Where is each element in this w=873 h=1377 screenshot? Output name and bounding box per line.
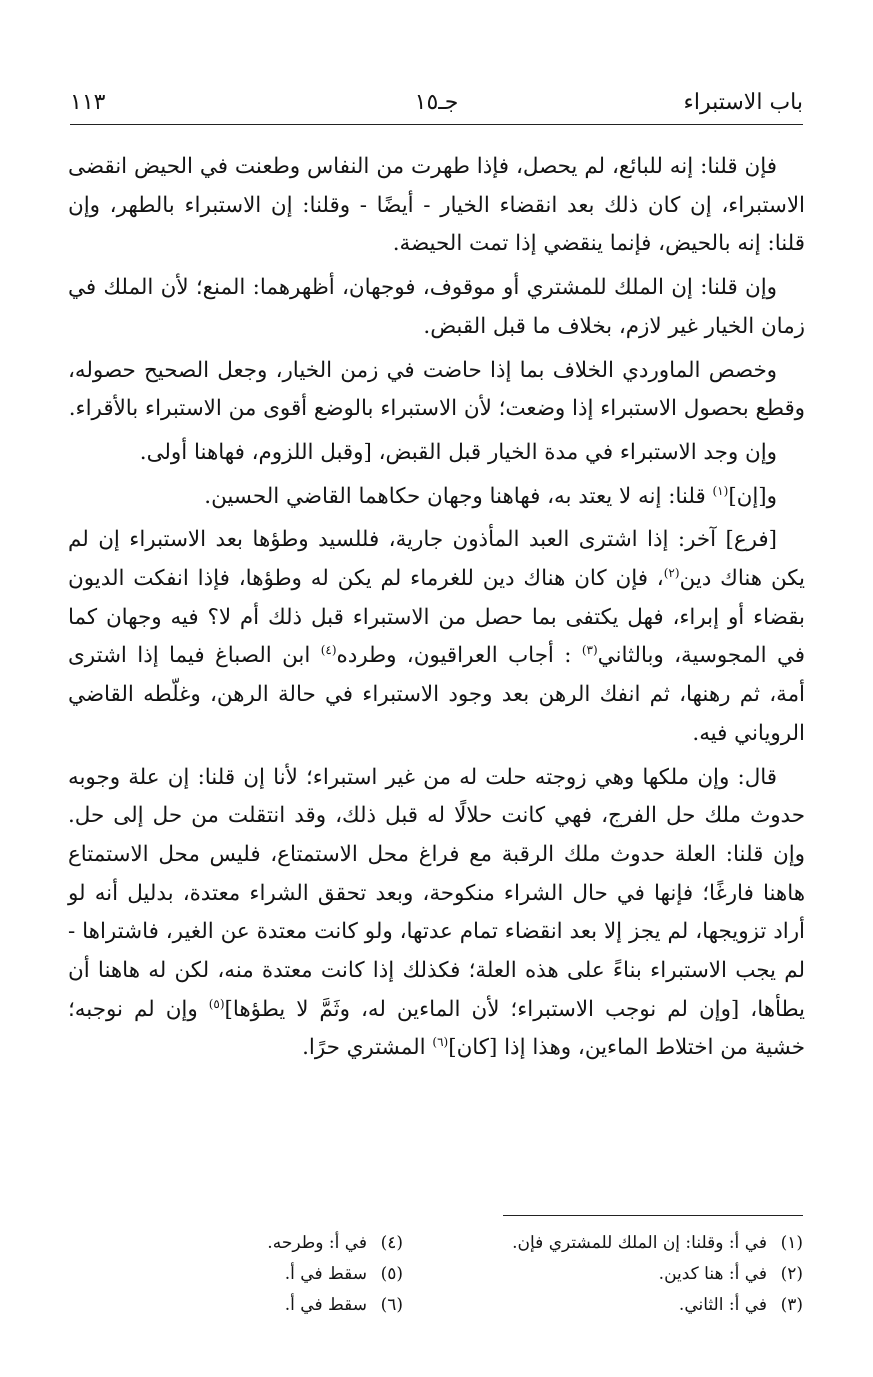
paragraph-text: ابن الصباغ فيما إذا اشترى أمة، ثم رهنها، ثم انفك الرهن بعد وجود الاستبراء في حالة الرهن، وغلّطه القاضي الروياني فيه.	[68, 643, 805, 746]
paragraph	[68, 759, 805, 1069]
paragraph	[68, 478, 805, 517]
main-text	[68, 148, 805, 1073]
footnote-text: سقط في أ.	[284, 1295, 367, 1315]
paragraph-text: قال: وإن ملكها وهي زوجته حلت له من غير استبراء؛ لأنا إن قلنا: إن علة وجوبه حدوث ملك حل الفرج، فهي كانت حلالًا له قبل ذلك، وقد انتقلت من حل إلى حل. وإن قلنا: العلة حدوث ملك الرقبة مع فراغ محل الاستمتاع، فليس محل الاستمتاع هاهنا فارغًا؛ فإنها في حال الشراء منكوحة، وبعد تحقق الشراء معتدة، بدليل أنه لو أراد تزويجها، لم يجز إلا بعد انقضاء تمام عدتها، ولو كانت معتدة عن الغير، فاشتراها - لم يجب الاستبراء بناءً على هذه العلة؛ فكذلك إذا كانت معتدة منه، لكن له هاهنا أن يطأها، [وإن لم نوجب الاستبراء؛ لأن الماءين له، وثَمَّ لا يطؤها]	[68, 764, 806, 1022]
footnote	[443, 1290, 803, 1321]
paragraph-text: قلنا: إنه لا يعتد به، فهاهنا وجهان حكاهما القاضي الحسين.	[204, 483, 713, 509]
footnote-ref: (٤)	[320, 643, 337, 658]
footnote-divider	[503, 1215, 803, 1216]
footnote-number: (٢)	[780, 1264, 803, 1284]
footnote-text: في أ: وقلنا: إن الملك للمشتري فإن.	[512, 1233, 767, 1253]
footnote-text: في أ: الثاني.	[678, 1295, 767, 1315]
page-number: ١١٣	[70, 90, 106, 115]
volume-label: جـ١٥	[414, 90, 459, 115]
paragraph-text: وإن لم نوجبه؛ خشية من اختلاط الماءين، وهذا إذا [كان]	[68, 996, 805, 1061]
footnotes	[70, 1228, 803, 1338]
footnote-number: (٥)	[380, 1264, 403, 1284]
footnote	[43, 1290, 403, 1321]
footnote	[443, 1259, 803, 1290]
running-header	[70, 84, 803, 125]
footnote-number: (٤)	[380, 1233, 403, 1253]
footnote-ref: (٦)	[432, 1035, 449, 1050]
footnote-text: في أ: هنا كدين.	[658, 1264, 767, 1284]
footnote-text: سقط في أ.	[284, 1264, 367, 1284]
footnote	[443, 1228, 803, 1259]
footnote-text: في أ: وطرحه.	[267, 1233, 367, 1253]
footnote	[43, 1259, 403, 1290]
footnote	[43, 1228, 403, 1259]
paragraph: وإن وجد الاستبراء في مدة الخيار قبل القبض، [وقبل اللزوم، فهاهنا أولى.	[139, 439, 777, 465]
footnote-column-right	[443, 1228, 803, 1321]
footnote-number: (٦)	[380, 1295, 403, 1315]
footnote-ref: (٣)	[581, 643, 598, 658]
footnote-ref: (١)	[712, 483, 729, 498]
chapter-title: باب الاستبراء	[683, 90, 803, 115]
paragraph-text: و[إن]	[728, 483, 777, 509]
footnote-number: (١)	[780, 1233, 803, 1253]
paragraph: وإن قلنا: إن الملك للمشتري أو موقوف، فوجهان، أظهرهما: المنع؛ لأن الملك في زمان الخيار غير لازم، بخلاف ما قبل القبض.	[68, 275, 805, 339]
paragraph	[68, 521, 805, 753]
footnote-ref: (٥)	[208, 996, 225, 1011]
paragraph-text: : أجاب العراقيون، وطرده	[336, 643, 582, 669]
footnote-column-left	[43, 1228, 403, 1321]
paragraph-text: ، فإن كان هناك دين للغرماء لم يكن له وطؤها، فإذا انفكت الديون بقضاء أو إبراء، فهل يكتفى بما حصل من الاستبراء قبل ذلك أم لا؟ فيه وجهان كما في المجوسية، وبالثاني	[68, 566, 806, 669]
paragraph: وخصص الماوردي الخلاف بما إذا حاضت في زمن الخيار، وجعل الصحيح حصوله، وقطع بحصول الاستبراء إذا وضعت؛ لأن الاستبراء بالوضع أقوى من الاستبراء بالأقراء.	[68, 357, 805, 422]
paragraph-text: المشتري حرًا.	[302, 1035, 433, 1061]
footnote-ref: (٢)	[663, 565, 680, 580]
paragraph-text: [فرع] آخر: إذا اشترى العبد المأذون جارية، فللسيد وطؤها بعد الاستبراء إن لم يكن هناك دين	[68, 527, 805, 592]
paragraph: فإن قلنا: إنه للبائع، لم يحصل، فإذا طهرت من النفاس وطعنت في الحيض انقضى الاستبراء، إن كان ذلك بعد انقضاء الخيار - أيضًا - وقلنا: إن الاستبراء بالطهر، وإن قلنا: إنه بالحيض، فإنما ينقضي إذا تمت الحيضة.	[68, 154, 805, 257]
footnote-number: (٣)	[780, 1295, 803, 1315]
